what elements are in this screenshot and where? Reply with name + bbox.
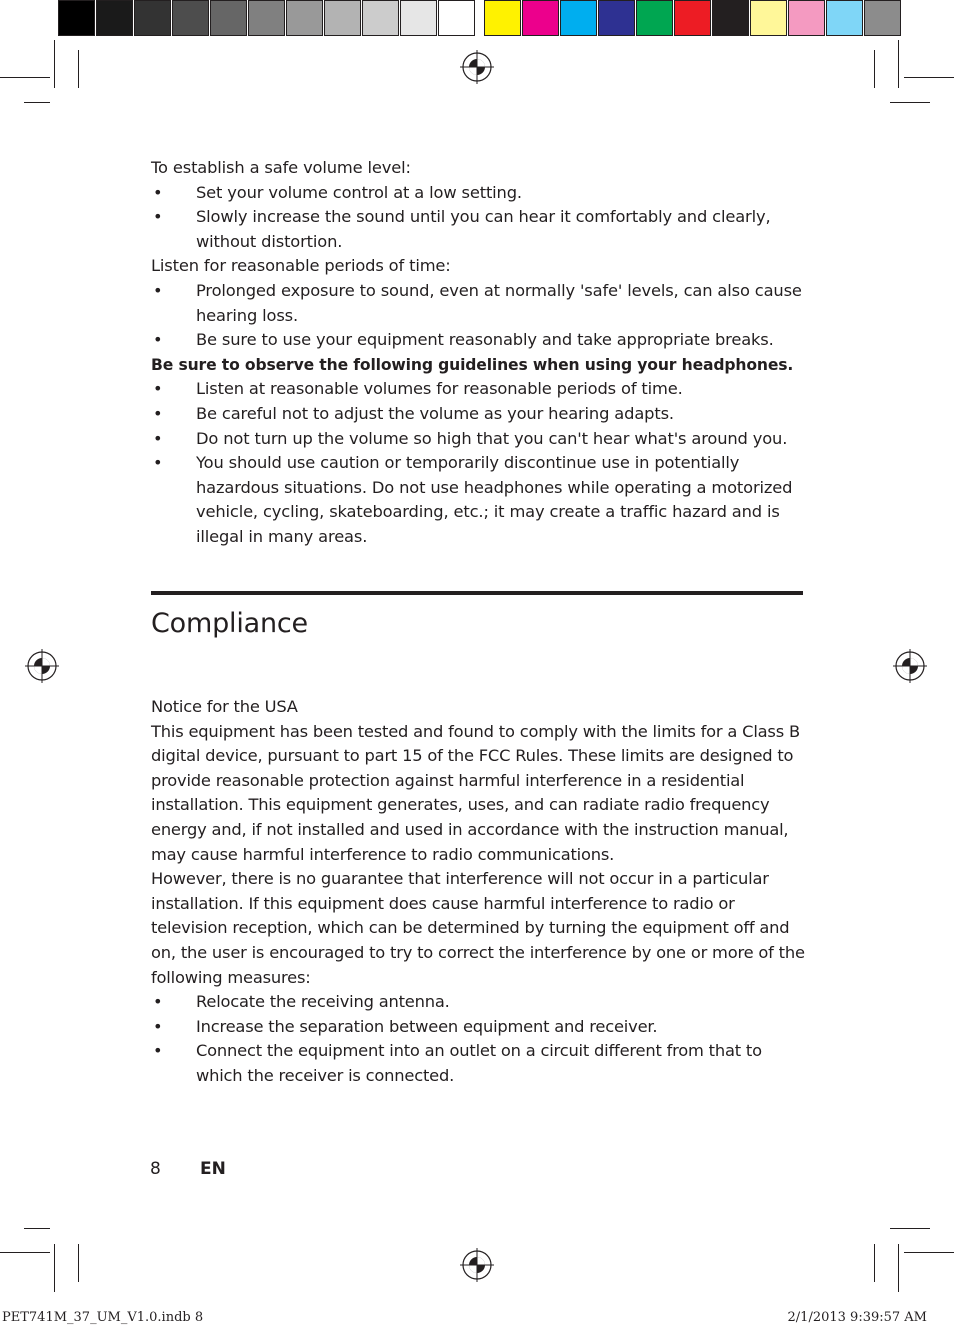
color-swatch (712, 0, 749, 36)
crop-mark (0, 1252, 50, 1253)
safe-listening-section (151, 156, 805, 550)
list-item: • Increase the separation between equipment and receiver. (151, 1015, 805, 1040)
color-swatch (96, 0, 133, 36)
crop-mark (54, 40, 55, 88)
color-swatch (484, 0, 521, 36)
color-swatch (248, 0, 285, 36)
crop-mark (24, 1228, 50, 1229)
list-item: • Be sure to use your equipment reasonably and take appropriate breaks. (151, 328, 805, 353)
measures-list (151, 990, 805, 1088)
language-code: EN (200, 1159, 226, 1179)
crop-mark (0, 77, 50, 78)
list-item: • Connect the equipment into an outlet on a circuit different from that to which the receiver is connected. (151, 1039, 805, 1088)
safe-volume-heading: To establish a safe volume level: (151, 158, 411, 177)
color-swatch (598, 0, 635, 36)
color-swatch (134, 0, 171, 36)
color-swatch (58, 0, 95, 36)
headphone-guidelines-list (151, 377, 805, 549)
compliance-section (151, 695, 805, 1089)
safe-volume-list (151, 181, 805, 255)
section-divider (151, 591, 803, 595)
color-swatch (438, 0, 475, 36)
listening-periods-list (151, 279, 805, 353)
color-swatch (750, 0, 787, 36)
list-item: • Set your volume control at a low setting. (151, 181, 805, 206)
color-swatch (362, 0, 399, 36)
color-swatch (210, 0, 247, 36)
crop-mark (78, 1244, 79, 1282)
list-item: • Be careful not to adjust the volume as your hearing adapts. (151, 402, 805, 427)
slug-timestamp: 2/1/2013 9:39:57 AM (787, 1310, 927, 1325)
crop-mark (904, 77, 954, 78)
registration-mark-icon (25, 649, 59, 683)
crop-mark (890, 102, 930, 103)
crop-mark (890, 1228, 930, 1229)
color-swatch (864, 0, 901, 36)
crop-mark (904, 1252, 954, 1253)
crop-mark (874, 50, 875, 88)
crop-mark (54, 1244, 55, 1292)
list-item: • Slowly increase the sound until you can hear it comfortably and clearly, without distortion. (151, 205, 805, 254)
list-item: • Listen at reasonable volumes for reasonable periods of time. (151, 377, 805, 402)
registration-mark-icon (893, 649, 927, 683)
color-swatch (286, 0, 323, 36)
color-swatch (674, 0, 711, 36)
crop-mark (78, 50, 79, 88)
slug-file-name: PET741M_37_UM_V1.0.indb 8 (2, 1310, 204, 1325)
crop-mark (24, 102, 50, 103)
registration-mark-icon (460, 50, 494, 84)
list-item: • Prolonged exposure to sound, even at normally 'safe' levels, can also cause hearing loss. (151, 279, 805, 328)
list-item: • Do not turn up the volume so high that you can't hear what's around you. (151, 427, 805, 452)
color-swatch (400, 0, 437, 36)
crop-mark (898, 1244, 899, 1292)
gray-color-bar (58, 0, 476, 39)
crop-mark (874, 1244, 875, 1282)
registration-mark-icon (460, 1248, 494, 1282)
color-swatch (560, 0, 597, 36)
paragraph: This equipment has been tested and found to comply with the limits for a Class B digital device, pursuant to part 15 of the FCC Rules. These limits are designed to provide reasonable protection against harmful interference in a residential installation. This equipment generates, uses, and can radiate radio frequency energy and, if not installed and used in accordance with the instruction manual, may cause harmful interference to radio communications. (151, 721, 800, 864)
color-swatch (636, 0, 673, 36)
section-title: Compliance (151, 608, 308, 639)
page-number: 8 (150, 1159, 161, 1179)
color-swatch (826, 0, 863, 36)
color-swatch (522, 0, 559, 36)
list-item: • You should use caution or temporarily discontinue use in potentially hazardous situations. Do not use headphones while operating a motorized vehicle, cycling, skateboarding, etc.; it may create a traffic hazard and is illegal in many areas. (151, 451, 805, 549)
color-swatch (324, 0, 361, 36)
process-color-bar (484, 0, 902, 39)
list-item: • Relocate the receiving antenna. (151, 990, 805, 1015)
crop-mark (898, 40, 899, 88)
headphone-guidelines-heading: Be sure to observe the following guidelines when using your headphones. (151, 355, 794, 374)
notice-heading: Notice for the USA (151, 697, 298, 716)
color-swatch (788, 0, 825, 36)
paragraph: However, there is no guarantee that interference will not occur in a particular installation. If this equipment does cause harmful interference to radio or television reception, which can be determined by turning the equipment off and on, the user is encouraged to try to correct the interference by one or more of the following measures: (151, 869, 805, 987)
listening-periods-heading: Listen for reasonable periods of time: (151, 256, 451, 276)
color-swatch (172, 0, 209, 36)
